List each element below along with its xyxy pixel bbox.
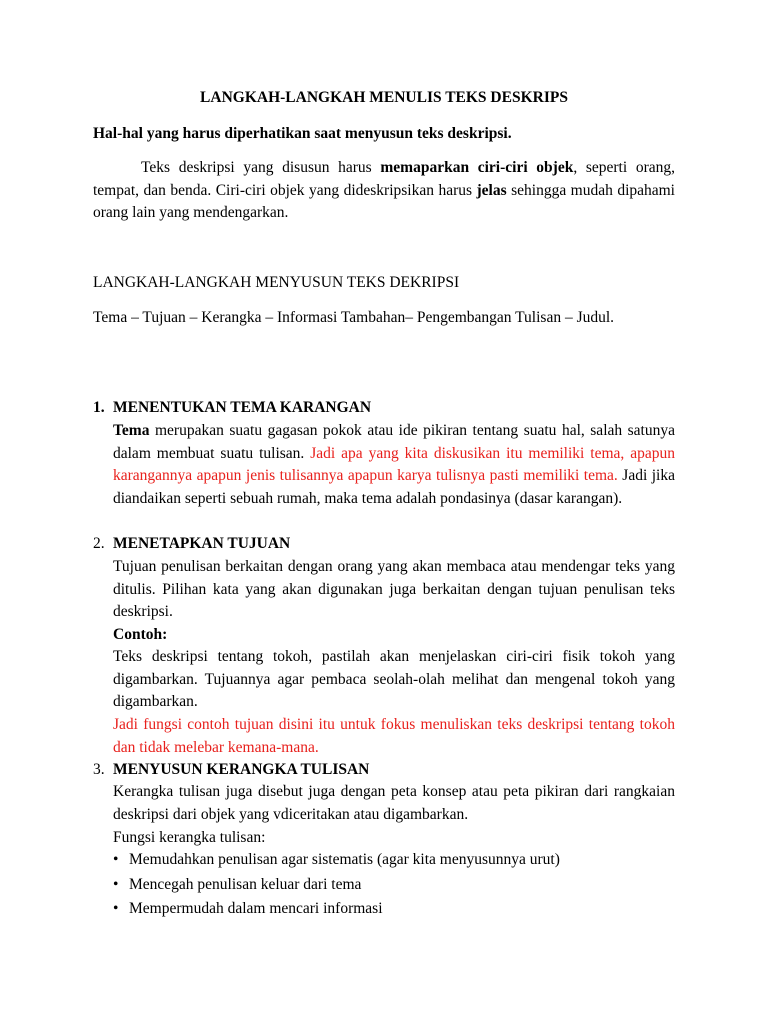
section3-heading: MENYUSUN KERANGKA TULISAN bbox=[113, 761, 370, 778]
intro-text-1: Teks deskripsi yang disusun harus bbox=[141, 159, 381, 176]
intro-paragraph bbox=[93, 157, 675, 225]
list-item bbox=[113, 849, 675, 874]
section3-paragraph-1: Kerangka tulisan juga disebut juga dengan peta konsep atau peta pikiran dari rangkaian deskripsi dari objek yang vdiceritakan atau digambarkan. bbox=[113, 783, 675, 823]
list-item bbox=[113, 874, 675, 899]
section2-paragraph-2: Teks deskripsi tentang tokoh, pastilah akan menjelaskan ciri-ciri fisik tokoh yang digambarkan. Tujuannya agar pembaca seolah-olah melihat dan mengenal tokoh yang digambarkan. bbox=[113, 648, 675, 711]
steps-flow: Tema – Tujuan – Kerangka – Informasi Tambahan– Pengembangan Tulisan – Judul. bbox=[93, 309, 615, 326]
section1-text-2: Jadi jika diandaikan seperti sebuah rumah, maka tema adalah pondasinya (dasar karangan). bbox=[113, 467, 675, 507]
intro-text-3: sehingga mudah dipahami orang lain yang mendengarkan. bbox=[93, 181, 675, 222]
bullet-text: Memudahkan penulisan agar sistematis (agar kita menyusunnya urut) bbox=[129, 851, 560, 868]
intro-bold-2: jelas bbox=[476, 181, 507, 199]
section1-heading: MENENTUKAN TEMA KARANGAN bbox=[113, 399, 372, 416]
section1-number: 1. bbox=[93, 399, 105, 416]
section1-text-1: merupakan suatu gagasan pokok atau ide pikiran tentang suatu hal, salah satunya dalam membuat suatu tulisan. bbox=[113, 422, 675, 462]
intro-text-2: , seperti orang, tempat, dan benda. Ciri-ciri objek yang dideskripsikan harus bbox=[93, 159, 675, 199]
section1-term: Tema bbox=[113, 422, 150, 439]
section2-red-paragraph: Jadi fungsi contoh tujuan disini itu untuk fokus menuliskan teks deskripsi tentang tokoh dan tidak melebar kemana-mana. bbox=[113, 716, 675, 756]
intro-bold-1: memaparkan ciri-ciri objek bbox=[380, 159, 574, 176]
section3-number: 3. bbox=[93, 761, 105, 778]
section2-example-label: Contoh: bbox=[113, 626, 168, 643]
list-item bbox=[113, 898, 675, 923]
document-subtitle: Hal-hal yang harus diperhatikan saat menyusun teks deskripsi. bbox=[93, 125, 512, 142]
bullet-text: Mempermudah dalam mencari informasi bbox=[129, 900, 383, 918]
section3-bullet-list bbox=[113, 849, 675, 923]
steps-heading: LANGKAH-LANGKAH MENYUSUN TEKS DEKRIPSI bbox=[93, 274, 460, 291]
bullet-icon: • bbox=[113, 900, 119, 918]
section3-fungsi-label: Fungsi kerangka tulisan: bbox=[113, 829, 266, 846]
bullet-icon: • bbox=[113, 875, 119, 893]
document-title: LANGKAH-LANGKAH MENULIS TEKS DESKRIPS bbox=[200, 89, 568, 106]
section2-heading: MENETAPKAN TUJUAN bbox=[113, 535, 291, 552]
section2-paragraph-1: Tujuan penulisan berkaitan dengan orang yang akan membaca atau mendengar teks yang ditulis. Pilihan kata yang akan digunakan juga berkaitan dengan tujuan penulisan teks deskripsi. bbox=[113, 558, 675, 621]
section1-paragraph bbox=[113, 420, 675, 510]
section2-number: 2. bbox=[93, 535, 105, 552]
bullet-icon: • bbox=[113, 851, 119, 868]
section1-red-text: Jadi apa yang kita diskusikan itu memiliki tema, apapun karangannya apapun jenis tulisannya apapun karya tulisnya pasti memiliki tema. bbox=[113, 444, 675, 485]
bullet-text: Mencegah penulisan keluar dari tema bbox=[129, 875, 362, 893]
